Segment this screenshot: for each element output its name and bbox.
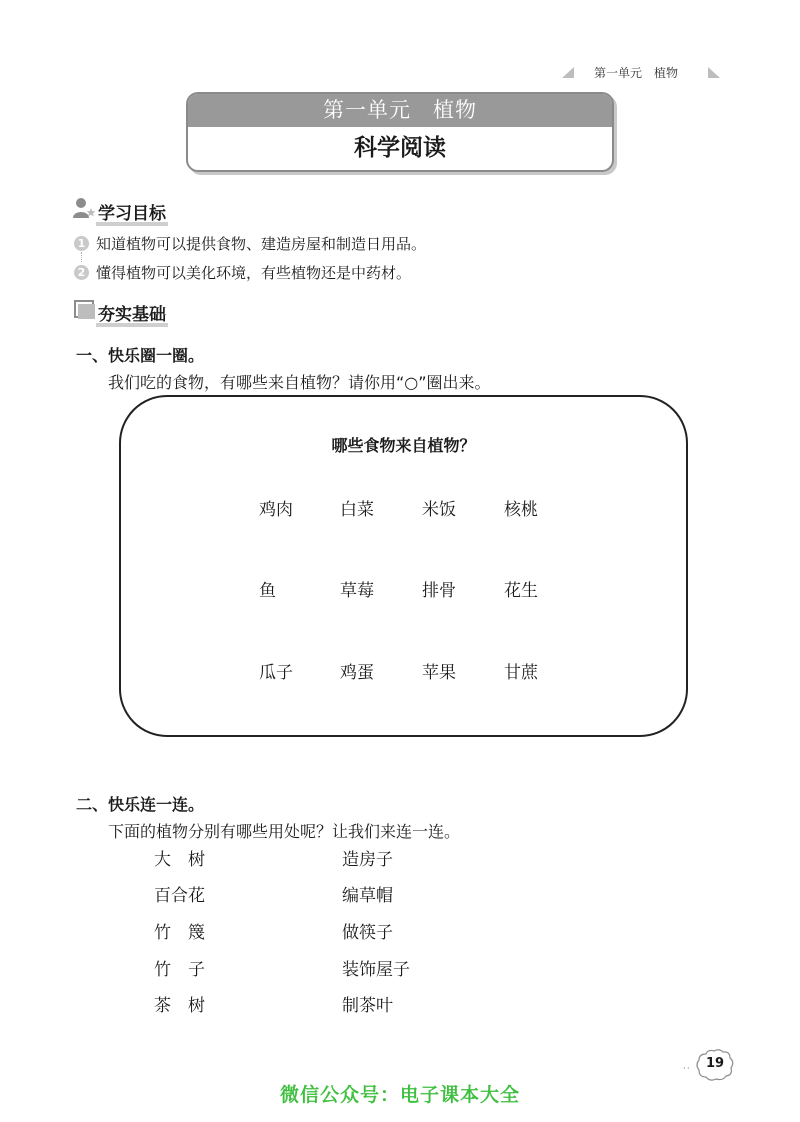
number-badge: 1: [74, 236, 89, 251]
unit-title-band: [188, 94, 612, 127]
question-1-text: 我们吃的食物，有哪些来自植物？请你用“○”圈出来。: [108, 373, 491, 392]
triangle-right-icon: [708, 67, 720, 78]
food-item[interactable]: 核桃: [504, 500, 538, 520]
plant-item[interactable]: 竹 篾: [154, 923, 205, 943]
food-item[interactable]: 鸡蛋: [340, 663, 374, 683]
use-item[interactable]: 装饰屋子: [342, 960, 410, 980]
food-item[interactable]: 瓜子: [259, 663, 293, 683]
food-item[interactable]: 花生: [504, 581, 538, 601]
food-item[interactable]: 甘蔗: [504, 663, 538, 683]
running-header-topic: 植物: [654, 66, 679, 80]
food-item[interactable]: 白菜: [340, 500, 374, 520]
food-item[interactable]: 草莓: [340, 581, 374, 601]
question-1-title: 一、快乐圈一圈。: [76, 346, 205, 365]
dotted-connector: [81, 252, 83, 262]
use-item[interactable]: 造房子: [342, 850, 393, 870]
food-item[interactable]: 排骨: [422, 581, 456, 601]
use-item[interactable]: 制茶叶: [342, 996, 393, 1016]
learner-icon: [72, 196, 96, 220]
plant-item[interactable]: 百合花: [154, 886, 205, 906]
book-icon: [74, 300, 96, 320]
use-item[interactable]: 编草帽: [342, 886, 393, 906]
food-box: [119, 395, 688, 737]
unit-topic: 植物: [433, 98, 477, 122]
page-title: 科学阅读: [354, 135, 446, 161]
plant-item[interactable]: 竹 子: [154, 960, 205, 980]
plant-item[interactable]: 茶 树: [154, 996, 205, 1016]
objective-text: 懂得植物可以美化环境，有些植物还是中药材。: [96, 264, 412, 282]
objectives-heading: 学习目标: [98, 204, 166, 224]
running-header-unit: 第一单元: [594, 66, 643, 80]
basics-heading: 夯实基础: [98, 305, 166, 325]
objective-text: 知道植物可以提供食物、建造房屋和制造日用品。: [96, 235, 427, 253]
food-box-question: 哪些食物来自植物？: [331, 436, 476, 455]
decor-dots: ··: [683, 1064, 691, 1074]
running-header: [562, 64, 732, 82]
use-item[interactable]: 做筷子: [342, 923, 393, 943]
unit-title-box: [186, 92, 614, 172]
objective-item-2: [74, 262, 554, 284]
footer-watermark: 微信公众号：电子课本大全: [279, 1084, 520, 1106]
food-item[interactable]: 鱼: [259, 581, 276, 601]
page-number: 19: [705, 1056, 725, 1071]
triangle-left-icon: [562, 67, 574, 78]
unit-label: 第一单元: [323, 98, 411, 122]
question-2-text: 下面的植物分别有哪些用处呢？让我们来连一连。: [108, 822, 461, 841]
question-2-title: 二、快乐连一连。: [76, 795, 205, 814]
food-item[interactable]: 鸡肉: [259, 500, 293, 520]
food-item[interactable]: 苹果: [422, 663, 456, 683]
food-item[interactable]: 米饭: [422, 500, 456, 520]
plant-item[interactable]: 大 树: [154, 850, 205, 870]
objective-item-1: [74, 233, 554, 255]
number-badge: 2: [74, 265, 89, 280]
